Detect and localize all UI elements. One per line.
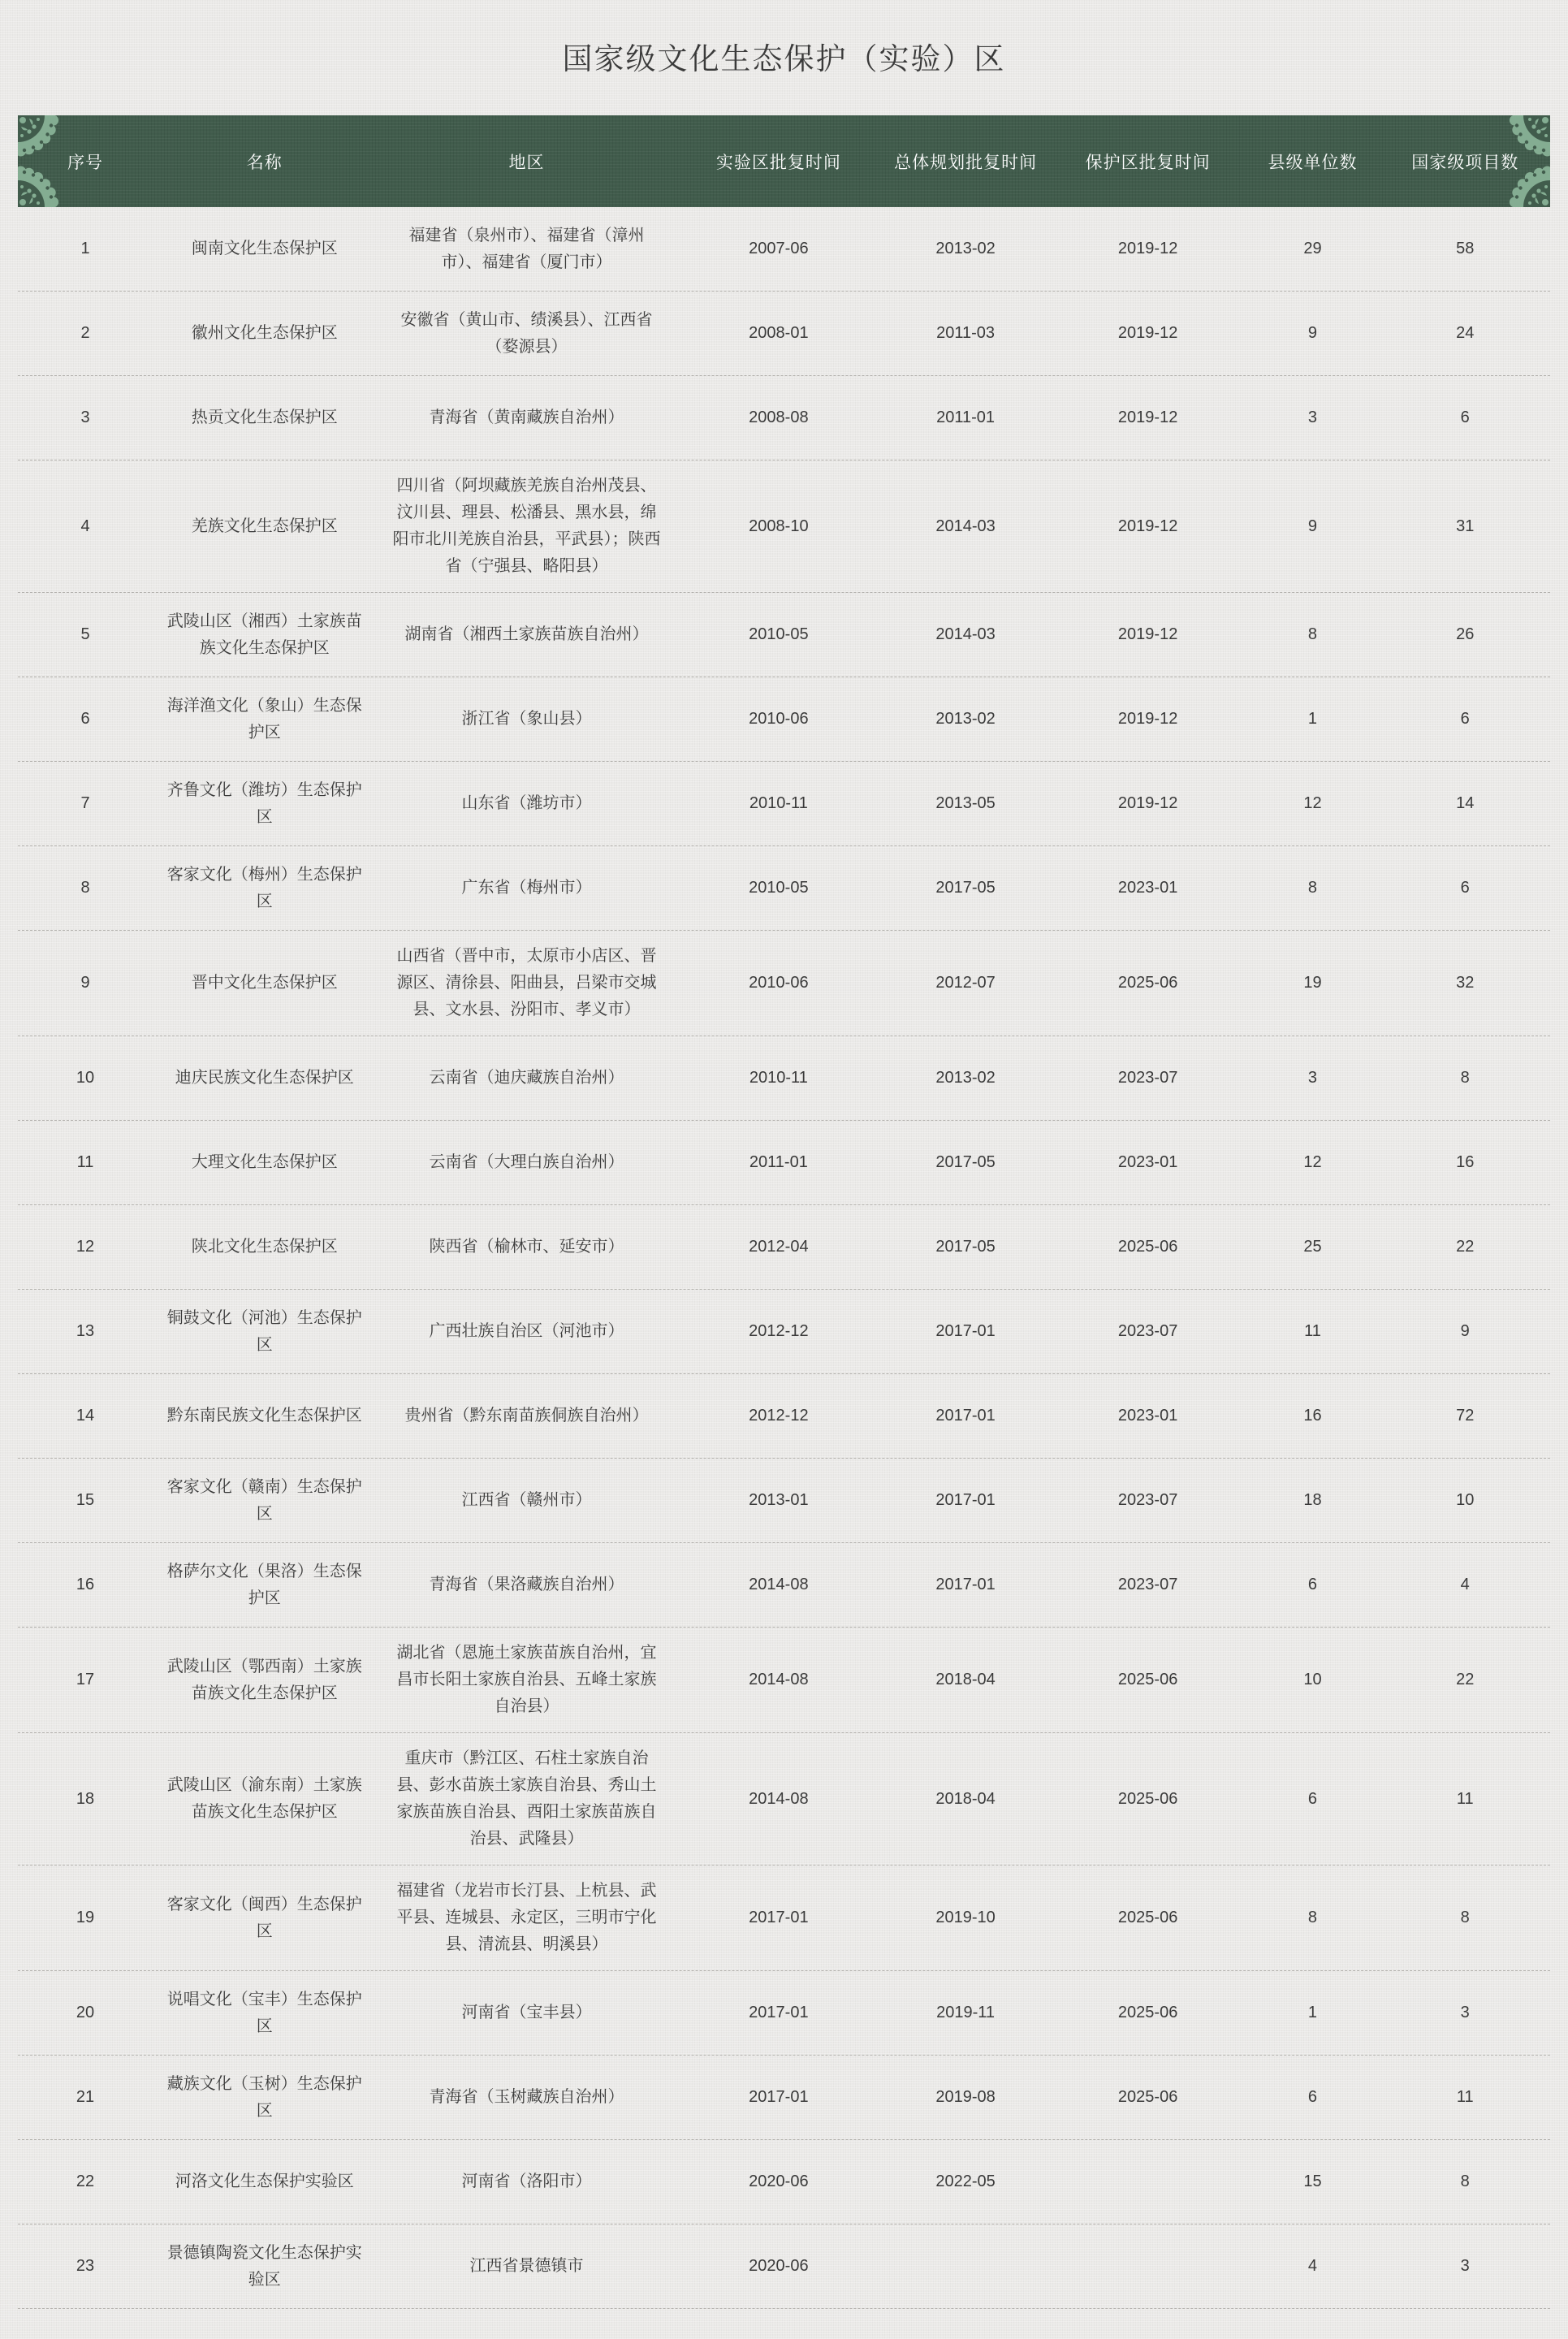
table-cell: 格萨尔文化（果洛）生态保护区 xyxy=(166,1562,362,1607)
table-cell: 2010-06 xyxy=(749,710,809,728)
table-cell: 2019-12 xyxy=(1117,324,1178,342)
table-cell: 2023-07 xyxy=(1117,1069,1178,1087)
table-body xyxy=(18,207,1550,2309)
table-cell: 19 xyxy=(76,1909,95,1926)
table-cell: 15 xyxy=(1303,2173,1322,2190)
table-cell: 17 xyxy=(76,1671,95,1688)
table-cell: 2017-01 xyxy=(935,1407,996,1425)
table-cell: 2025-06 xyxy=(1117,2088,1178,2106)
table-cell: 10 xyxy=(76,1069,95,1087)
table-cell: 2013-02 xyxy=(935,710,996,728)
table-row xyxy=(18,1971,1550,2056)
table-cell: 大理文化生态保护区 xyxy=(191,1153,338,1171)
table-cell: 12 xyxy=(1303,794,1322,812)
table-cell: 广西壮族自治区（河池市） xyxy=(429,1322,624,1340)
table-cell: 湖北省（恩施土家族苗族自治州，宜昌市长阳土家族自治县、五峰土家族自治县） xyxy=(396,1644,657,1715)
table-cell: 1 xyxy=(80,240,90,257)
table-cell: 2023-01 xyxy=(1117,1407,1178,1425)
table-cell: 29 xyxy=(1303,240,1322,257)
table-row xyxy=(18,2140,1550,2224)
table-cell: 9 xyxy=(1307,324,1318,342)
table-cell: 19 xyxy=(1303,974,1322,992)
table-cell: 青海省（黄南藏族自治州） xyxy=(429,409,624,426)
table-cell: 26 xyxy=(1456,625,1475,643)
table-cell: 四川省（阿坝藏族羌族自治州茂县、汶川县、理县、松潘县、黑水县，绵阳市北川羌族自治县，平武县）；陕西省（宁强县、略阳县） xyxy=(392,477,661,575)
table-cell: 32 xyxy=(1456,974,1475,992)
table-cell: 22 xyxy=(1456,1238,1475,1256)
table-row xyxy=(18,1866,1550,1971)
table-cell: 8 xyxy=(80,879,90,897)
table-cell: 2018-04 xyxy=(935,1789,996,1808)
table-cell: 11 xyxy=(76,1153,94,1171)
table-cell: 6 xyxy=(1307,1576,1318,1593)
table-cell: 贵州省（黔东南苗族侗族自治州） xyxy=(404,1407,649,1425)
table-cell: 广东省（梅州市） xyxy=(461,879,592,897)
table-cell: 2014-08 xyxy=(749,1789,809,1808)
table-cell: 6 xyxy=(1460,879,1470,897)
table-cell: 2013-02 xyxy=(935,1069,996,1087)
table-row xyxy=(18,1290,1550,1374)
table-cell: 海洋渔文化（象山）生态保护区 xyxy=(166,696,362,741)
table-row xyxy=(18,1374,1550,1459)
table-cell: 6 xyxy=(1307,1789,1318,1808)
table-cell: 山西省（晋中市，太原市小店区、晋源区、清徐县、阳曲县，吕梁市交城县、文水县、汾阳市、孝义市） xyxy=(396,947,657,1018)
table-cell: 4 xyxy=(1460,1576,1470,1593)
column-header: 总体规划批复时间 xyxy=(894,153,1038,172)
table-cell: 2008-01 xyxy=(749,324,809,342)
table-cell: 说唱文化（宝丰）生态保护区 xyxy=(166,1990,362,2035)
table-cell: 7 xyxy=(80,794,90,812)
table-cell: 2017-01 xyxy=(935,1322,996,1340)
table-cell: 2013-05 xyxy=(935,794,996,812)
table-cell: 2023-01 xyxy=(1117,879,1178,897)
table-cell: 8 xyxy=(1307,879,1318,897)
table-row xyxy=(18,1036,1550,1121)
table-cell: 16 xyxy=(1456,1153,1475,1171)
table-cell: 2017-01 xyxy=(935,1576,996,1593)
table-row xyxy=(18,460,1550,593)
table-cell: 10 xyxy=(1303,1671,1322,1688)
table-cell: 客家文化（梅州）生态保护区 xyxy=(166,865,362,910)
table-cell: 22 xyxy=(1456,1671,1475,1688)
table-cell: 10 xyxy=(1456,1491,1475,1509)
table-cell: 18 xyxy=(76,1789,95,1808)
table-cell: 2019-11 xyxy=(936,2004,996,2021)
table-cell: 2019-12 xyxy=(1117,409,1178,426)
table-cell: 陕北文化生态保护区 xyxy=(191,1238,338,1256)
table-cell: 16 xyxy=(1303,1407,1322,1425)
table-cell: 58 xyxy=(1456,240,1475,257)
table-row xyxy=(18,762,1550,846)
table-cell: 2 xyxy=(80,324,90,342)
table-row xyxy=(18,931,1550,1036)
table-cell: 2011-03 xyxy=(936,324,996,342)
table-cell: 闽南文化生态保护区 xyxy=(191,240,338,257)
table-row xyxy=(18,292,1550,376)
table-header-row xyxy=(18,115,1550,207)
table-cell: 2025-06 xyxy=(1117,974,1178,992)
table-cell: 12 xyxy=(76,1238,95,1256)
table-cell: 武陵山区（鄂西南）土家族苗族文化生态保护区 xyxy=(166,1657,362,1702)
table-cell: 浙江省（象山县） xyxy=(461,710,592,728)
table-cell: 羌族文化生态保护区 xyxy=(191,517,338,535)
table-cell: 迪庆民族文化生态保护区 xyxy=(175,1069,354,1087)
table-cell: 武陵山区（湘西）土家族苗族文化生态保护区 xyxy=(166,612,362,657)
table-cell: 31 xyxy=(1456,517,1475,535)
table-row xyxy=(18,1543,1550,1628)
table-cell: 徽州文化生态保护区 xyxy=(191,324,338,342)
table-cell: 青海省（果洛藏族自治州） xyxy=(429,1576,624,1593)
protection-zones-table xyxy=(18,115,1550,2309)
table-cell: 2010-11 xyxy=(749,1069,808,1087)
table-cell: 2014-03 xyxy=(935,625,996,643)
table-cell: 2023-07 xyxy=(1117,1322,1178,1340)
table-cell: 2022-05 xyxy=(935,2173,996,2190)
table-cell: 客家文化（闽西）生态保护区 xyxy=(166,1895,362,1940)
table-cell: 热贡文化生态保护区 xyxy=(191,409,338,426)
table-cell: 河南省（宝丰县） xyxy=(461,2004,592,2021)
column-header: 序号 xyxy=(67,153,104,172)
table-cell: 安徽省（黄山市、绩溪县）、江西省（婺源县） xyxy=(400,310,653,356)
table-cell: 2013-02 xyxy=(935,240,996,257)
table-cell: 福建省（泉州市）、福建省（漳州市）、福建省（厦门市） xyxy=(408,226,645,271)
table-cell: 12 xyxy=(1303,1153,1322,1171)
table-cell: 2019-10 xyxy=(935,1909,996,1926)
table-cell: 1 xyxy=(1307,710,1318,728)
table-cell: 2010-11 xyxy=(749,794,808,812)
table-row xyxy=(18,1205,1550,1290)
table-cell: 2014-08 xyxy=(749,1671,809,1688)
column-header: 保护区批复时间 xyxy=(1085,153,1211,172)
table-cell: 2010-05 xyxy=(749,879,809,897)
table-cell: 2010-06 xyxy=(749,974,809,992)
table-row xyxy=(18,846,1550,931)
table-cell: 3 xyxy=(80,409,90,426)
table-cell: 11 xyxy=(1456,2088,1474,2106)
table-cell: 20 xyxy=(76,2004,95,2021)
table-cell: 2011-01 xyxy=(936,409,996,426)
table-cell: 2019-12 xyxy=(1117,517,1178,535)
table-cell: 湖南省（湘西土家族苗族自治州） xyxy=(404,625,649,643)
table-cell: 9 xyxy=(1307,517,1318,535)
table-cell: 江西省（赣州市） xyxy=(461,1491,592,1509)
column-header: 实验区批复时间 xyxy=(715,153,841,172)
table-row xyxy=(18,376,1550,460)
table-cell: 河洛文化生态保护实验区 xyxy=(175,2173,354,2190)
table-cell: 9 xyxy=(80,974,90,992)
table-cell: 1 xyxy=(1307,2004,1318,2021)
table-cell: 11 xyxy=(1456,1789,1474,1808)
table-cell: 2018-04 xyxy=(935,1671,996,1688)
table-cell: 2019-12 xyxy=(1117,794,1178,812)
table-cell: 2012-07 xyxy=(935,974,996,992)
table-cell: 河南省（洛阳市） xyxy=(461,2173,592,2190)
table-cell: 2017-01 xyxy=(935,1491,996,1509)
table-cell: 72 xyxy=(1456,1407,1475,1425)
table-cell: 2019-08 xyxy=(935,2088,996,2106)
table-cell: 8 xyxy=(1307,625,1318,643)
table-cell: 14 xyxy=(76,1407,95,1425)
table-cell: 16 xyxy=(76,1576,95,1593)
table-cell: 齐鲁文化（潍坊）生态保护区 xyxy=(166,780,362,826)
table-cell: 2019-12 xyxy=(1117,710,1178,728)
table-cell: 景德镇陶瓷文化生态保护实验区 xyxy=(166,2243,362,2289)
table-cell: 2017-05 xyxy=(935,879,996,897)
page-title: 国家级文化生态保护（实验）区 xyxy=(562,42,1006,76)
table-cell: 13 xyxy=(76,1322,95,1340)
table-cell: 4 xyxy=(1307,2257,1318,2275)
table-cell: 山东省（潍坊市） xyxy=(461,794,592,812)
table-cell: 福建省（龙岩市长汀县、上杭县、武平县、连城县、永定区，三明市宁化县、清流县、明溪县） xyxy=(396,1882,657,1953)
table-cell: 22 xyxy=(76,2173,95,2190)
table-cell: 3 xyxy=(1307,1069,1318,1087)
table-cell: 2007-06 xyxy=(749,240,809,257)
table-cell: 21 xyxy=(76,2088,95,2106)
table-cell: 黔东南民族文化生态保护区 xyxy=(166,1407,362,1425)
table-cell: 2014-08 xyxy=(749,1576,809,1593)
table-cell: 2019-12 xyxy=(1117,240,1178,257)
table-cell: 2017-05 xyxy=(935,1238,996,1256)
column-header: 地区 xyxy=(508,153,545,172)
table-cell: 2025-06 xyxy=(1117,1909,1178,1926)
table-cell: 2017-01 xyxy=(749,2004,809,2021)
table-cell: 8 xyxy=(1460,1909,1470,1926)
table-cell: 陕西省（榆林市、延安市） xyxy=(429,1238,624,1256)
table-cell: 2025-06 xyxy=(1117,2004,1178,2021)
table-cell: 江西省景德镇市 xyxy=(469,2257,584,2275)
table-cell: 5 xyxy=(80,625,90,643)
table-cell: 8 xyxy=(1307,1909,1318,1926)
table-cell: 2017-05 xyxy=(935,1153,996,1171)
table-row xyxy=(18,1733,1550,1866)
table-cell: 15 xyxy=(76,1491,95,1509)
table-row xyxy=(18,1628,1550,1733)
table-cell: 2012-04 xyxy=(749,1238,809,1256)
table-row xyxy=(18,2056,1550,2140)
table-cell: 2019-12 xyxy=(1117,625,1178,643)
table-cell: 2013-01 xyxy=(749,1491,809,1509)
table-row xyxy=(18,593,1550,677)
table-cell: 3 xyxy=(1307,409,1318,426)
table-cell: 2023-01 xyxy=(1117,1153,1178,1171)
table-cell: 6 xyxy=(1460,409,1470,426)
table-row xyxy=(18,677,1550,762)
table-cell: 3 xyxy=(1460,2257,1470,2275)
table-cell: 客家文化（赣南）生态保护区 xyxy=(166,1477,362,1523)
table-cell: 14 xyxy=(1456,794,1475,812)
table-cell: 8 xyxy=(1460,2173,1470,2190)
table-cell: 11 xyxy=(1304,1322,1321,1340)
table-cell: 铜鼓文化（河池）生态保护区 xyxy=(166,1308,362,1354)
table-cell: 24 xyxy=(1456,324,1475,342)
table-cell: 武陵山区（渝东南）土家族苗族文化生态保护区 xyxy=(166,1776,362,1821)
table-cell: 2008-10 xyxy=(749,517,809,535)
table-cell: 2023-07 xyxy=(1117,1491,1178,1509)
table-row xyxy=(18,1121,1550,1205)
table-cell: 重庆市（黔江区、石柱土家族自治县、彭水苗族土家族自治县、秀山土家族苗族自治县、酉阳土家族苗族自治县、武隆县） xyxy=(396,1749,657,1848)
table-cell: 23 xyxy=(76,2257,95,2275)
table-cell: 9 xyxy=(1460,1322,1470,1340)
table-cell: 晋中文化生态保护区 xyxy=(191,974,338,992)
table-cell: 2012-12 xyxy=(749,1322,809,1340)
column-header: 名称 xyxy=(246,153,283,172)
table-row xyxy=(18,2224,1550,2309)
table-cell: 2012-12 xyxy=(749,1407,809,1425)
table-cell: 6 xyxy=(1307,2088,1318,2106)
table-row xyxy=(18,1459,1550,1543)
table-cell: 2008-08 xyxy=(749,409,809,426)
table-cell: 6 xyxy=(1460,710,1470,728)
table-cell: 2025-06 xyxy=(1117,1671,1178,1688)
table-cell: 2023-07 xyxy=(1117,1576,1178,1593)
column-header: 县级单位数 xyxy=(1268,153,1358,172)
table-cell: 4 xyxy=(80,517,90,535)
table-cell: 2014-03 xyxy=(935,517,996,535)
table-cell: 云南省（迪庆藏族自治州） xyxy=(429,1069,624,1087)
table-cell: 藏族文化（玉树）生态保护区 xyxy=(166,2074,362,2120)
table-cell: 2011-01 xyxy=(749,1153,808,1171)
table-cell: 2025-06 xyxy=(1117,1238,1178,1256)
table-row xyxy=(18,207,1550,292)
table-cell: 8 xyxy=(1460,1069,1470,1087)
table-cell: 青海省（玉树藏族自治州） xyxy=(429,2088,624,2106)
table-cell: 云南省（大理白族自治州） xyxy=(429,1153,624,1171)
table-cell: 18 xyxy=(1303,1491,1322,1509)
table-cell: 2020-06 xyxy=(749,2173,809,2190)
table-cell: 6 xyxy=(80,710,90,728)
table-cell: 25 xyxy=(1303,1238,1322,1256)
column-header: 国家级项目数 xyxy=(1411,153,1519,172)
table-cell: 2020-06 xyxy=(749,2257,809,2275)
table-cell: 2017-01 xyxy=(749,1909,809,1926)
table-cell: 3 xyxy=(1460,2004,1470,2021)
table-cell: 2025-06 xyxy=(1117,1789,1178,1808)
table-cell: 2017-01 xyxy=(749,2088,809,2106)
table-cell: 2010-05 xyxy=(749,625,809,643)
